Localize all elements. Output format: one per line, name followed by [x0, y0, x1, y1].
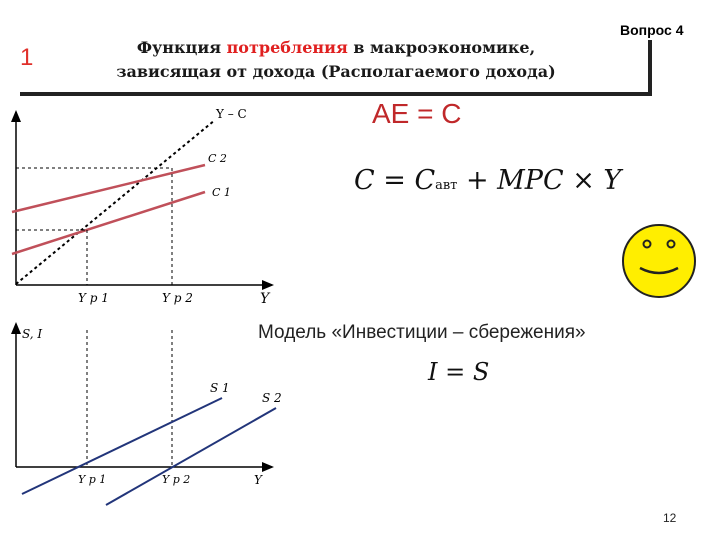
label-s1: S 1 [210, 381, 230, 395]
top-y-axis-arrow [11, 110, 21, 122]
top-x-axis-arrow [262, 280, 274, 290]
line-45-degree [16, 120, 215, 284]
title-highlight: потребления [226, 38, 348, 57]
consumption-formula-lhs: C = C [354, 165, 436, 196]
consumption-formula-rhs: + MPC × Y [457, 165, 622, 196]
is-model-title: Модель «Инвестиции – сбережения» [258, 322, 586, 343]
consumption-line-c1 [12, 192, 205, 254]
top-x-label: Y [260, 291, 270, 307]
bottom-y-axis-arrow [11, 322, 21, 334]
ae-equals-c-formula: AE = C [372, 98, 462, 129]
bottom-y-label: S, I [22, 327, 43, 341]
label-s2: S 2 [262, 391, 282, 405]
label-c2: C 2 [208, 152, 227, 165]
question-label: Вопрос 4 [620, 22, 684, 38]
slide-number-marker: 1 [20, 44, 34, 71]
is-equation: I = S [428, 358, 490, 386]
consumption-formula-sub: авт [435, 178, 458, 193]
top-label-yp2: Y p 2 [162, 291, 193, 305]
label-c1: C 1 [212, 186, 231, 199]
bottom-x-label: Y [254, 473, 262, 487]
savings-line-s2 [106, 408, 276, 505]
title-part-2: в макроэкономике, [347, 38, 536, 57]
title-line-2: зависящая от дохода (Располагаемого дохода) [116, 62, 556, 81]
top-graph [11, 107, 274, 307]
savings-line-s1 [22, 398, 222, 494]
top-label-yp1: Y p 1 [78, 291, 109, 305]
consumption-line-c2 [12, 165, 205, 212]
bottom-x-axis-arrow [262, 462, 274, 472]
bottom-label-yp1: Y p 1 [78, 473, 107, 486]
label-45-degree: Y – C [216, 107, 247, 121]
page-number: 12 [663, 511, 677, 525]
title-part-1: Функция [136, 38, 227, 57]
bottom-graph [11, 322, 282, 505]
bottom-label-yp2: Y p 2 [162, 473, 191, 486]
